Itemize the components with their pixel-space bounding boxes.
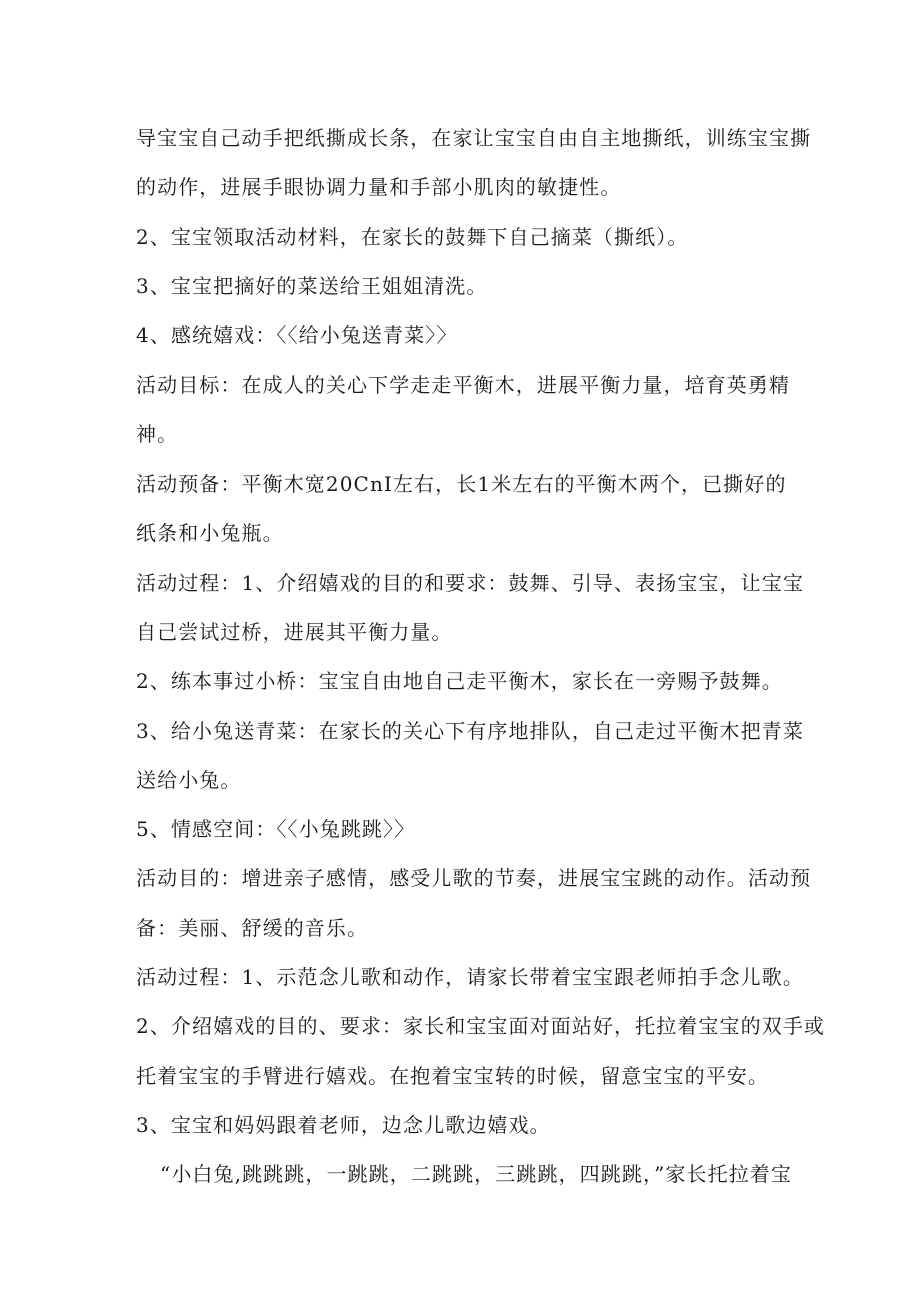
section-heading: 5、情感空间：〈〈小兔跳跳〉〉 — [136, 817, 416, 841]
paragraph-line: 托着宝宝的手臂进行嬉戏。在抱着宝宝转的时候，留意宝宝的平安。 — [136, 1064, 769, 1088]
paragraph-line: 活动目标：在成人的关心下学走走平衡木，进展平衡力量，培育英勇精 — [136, 373, 791, 397]
paragraph-line: 3、给小兔送青菜：在家长的关心下有序地排队，自己走过平衡木把青菜 — [136, 719, 804, 743]
paragraph-line: 3、宝宝和妈妈跟着老师，边念儿歌边嬉戏。 — [136, 1113, 551, 1137]
paragraph-line: 活动过程：1、示范念儿歌和动作，请家长带着宝宝跟老师拍手念儿歌。 — [136, 965, 804, 989]
paragraph-line: 活动目的：增进亲子感情，感受儿歌的节奏，进展宝宝跳的动作。活动预 — [136, 866, 812, 890]
paragraph-line: 3、宝宝把摘好的菜送给王姐姐清洗。 — [136, 274, 488, 298]
section-heading: 4、感统嬉戏：〈〈给小兔送青菜〉〉 — [136, 323, 458, 347]
paragraph-line: 纸条和小兔瓶。 — [136, 521, 284, 545]
paragraph-line: 神。 — [136, 422, 179, 446]
paragraph-line: 自己尝试过桥，进展其平衡力量。 — [136, 620, 453, 644]
paragraph-line: 的动作，进展手眼协调力量和手部小肌肉的敏捷性。 — [136, 175, 622, 199]
paragraph-line: 导宝宝自己动手把纸撕成长条，在家让宝宝自由自主地撕纸，训练宝宝撕 — [136, 126, 812, 150]
paragraph-line: 备：美丽、舒缓的音乐。 — [136, 916, 369, 940]
paragraph-line: 2、练本事过小桥：宝宝自由地自己走平衡木，家长在一旁赐予鼓舞。 — [136, 669, 783, 693]
paragraph-line: 送给小兔。 — [136, 768, 242, 792]
paragraph-line: “小白兔,跳跳跳，一跳跳，二跳跳，三跳跳，四跳跳，”家长托拉着宝 — [160, 1162, 793, 1186]
paragraph-line: 2、宝宝领取活动材料，在家长的鼓舞下自己摘菜（撕纸）。 — [136, 225, 689, 249]
paragraph-line: 活动过程：1、介绍嬉戏的目的和要求：鼓舞、引导、表扬宝宝，让宝宝 — [136, 571, 804, 595]
paragraph-line: 活动预备：平衡木宽20CnI左右，长1米左右的平衡木两个，已撕好的 — [136, 472, 787, 496]
paragraph-line: 2、介绍嬉戏的目的、要求：家长和宝宝面对面站好，托拉着宝宝的双手或 — [136, 1014, 826, 1038]
